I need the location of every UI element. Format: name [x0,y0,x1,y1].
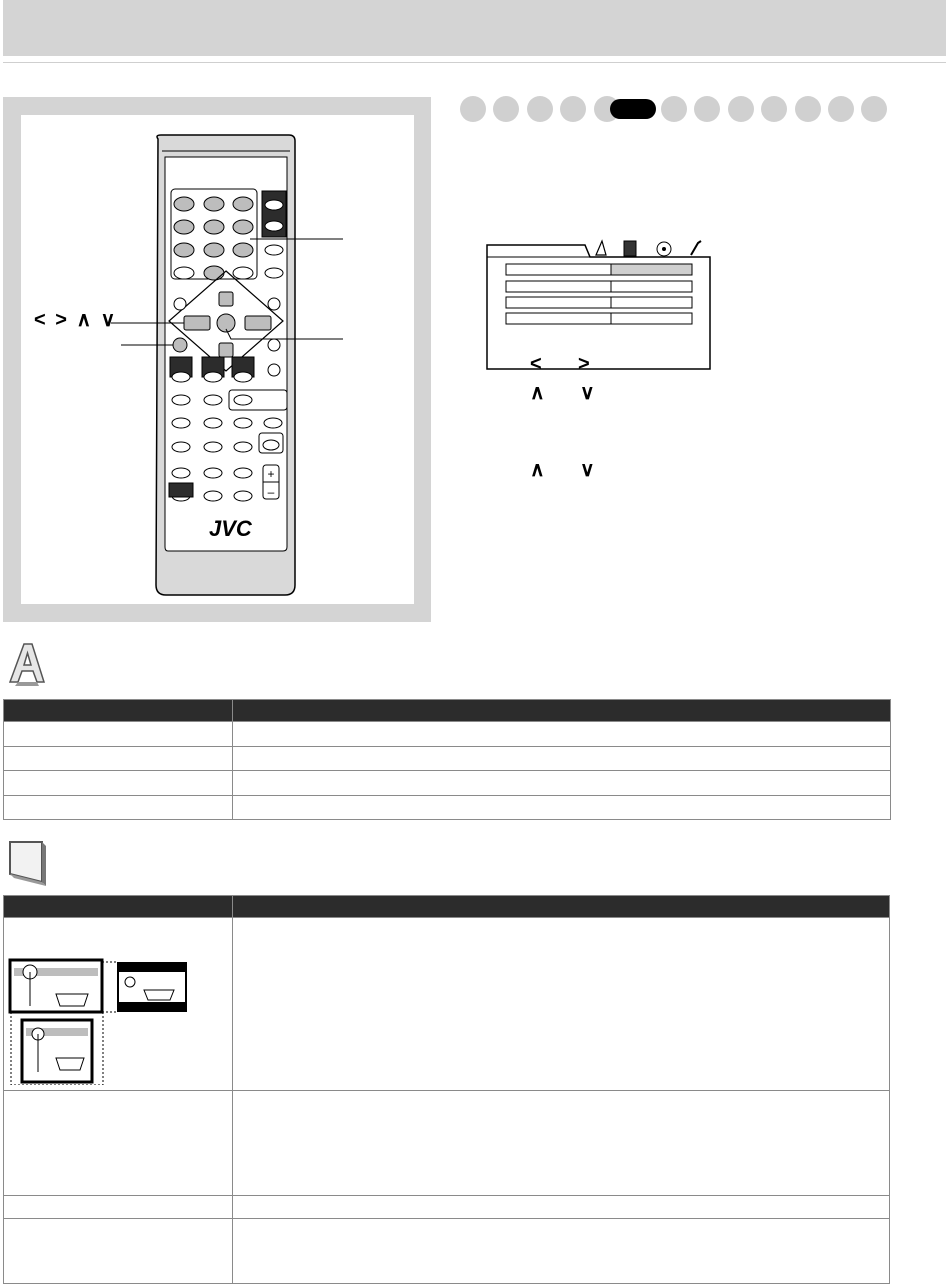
key-down: ∨ [580,382,595,404]
header-divider [3,62,946,63]
language-menu-icon [6,640,46,688]
table-row [4,1196,233,1219]
language-settings-table [3,699,891,820]
step-indicator [460,96,890,126]
step-dot-active [610,99,656,119]
table-row [4,771,233,796]
table-row [4,747,233,771]
table-row [4,1091,233,1196]
step-dot [460,96,486,122]
table-row [4,1219,233,1284]
svg-text:+: + [267,467,275,481]
setup-menu-illustration [486,237,712,371]
table-header [4,700,233,722]
key-down: ∨ [580,459,595,481]
step-dot [560,96,586,122]
step-dot [761,96,787,122]
key-right: > [578,353,590,375]
table-header [4,896,233,918]
table-row [4,722,233,747]
aspect-ratio-illustration [4,918,230,1085]
cursor-keys-callout: < > ∧ ∨ [34,309,118,331]
key-up: ∧ [530,382,545,404]
step-dot [661,96,687,122]
table-header [233,700,891,722]
svg-text:–: – [267,485,275,499]
step-dot [694,96,720,122]
table-row [4,918,233,1091]
step-dot [728,96,754,122]
step-dot [527,96,553,122]
step-dot [861,96,887,122]
picture-tab-icon [596,241,606,255]
picture-settings-table [3,895,890,1284]
jvc-logo: JVC [209,516,252,541]
table-header [233,896,890,918]
disc-tab-icon [657,242,671,256]
key-left: < [530,353,542,375]
page-header-bar [3,0,946,56]
step-dot [795,96,821,122]
step-dot [828,96,854,122]
step-dot [493,96,519,122]
table-row [4,796,233,820]
wrench-tab-icon [691,241,701,255]
picture-menu-icon [6,838,48,886]
key-up: ∧ [530,459,545,481]
audio-tab-icon [624,241,636,256]
